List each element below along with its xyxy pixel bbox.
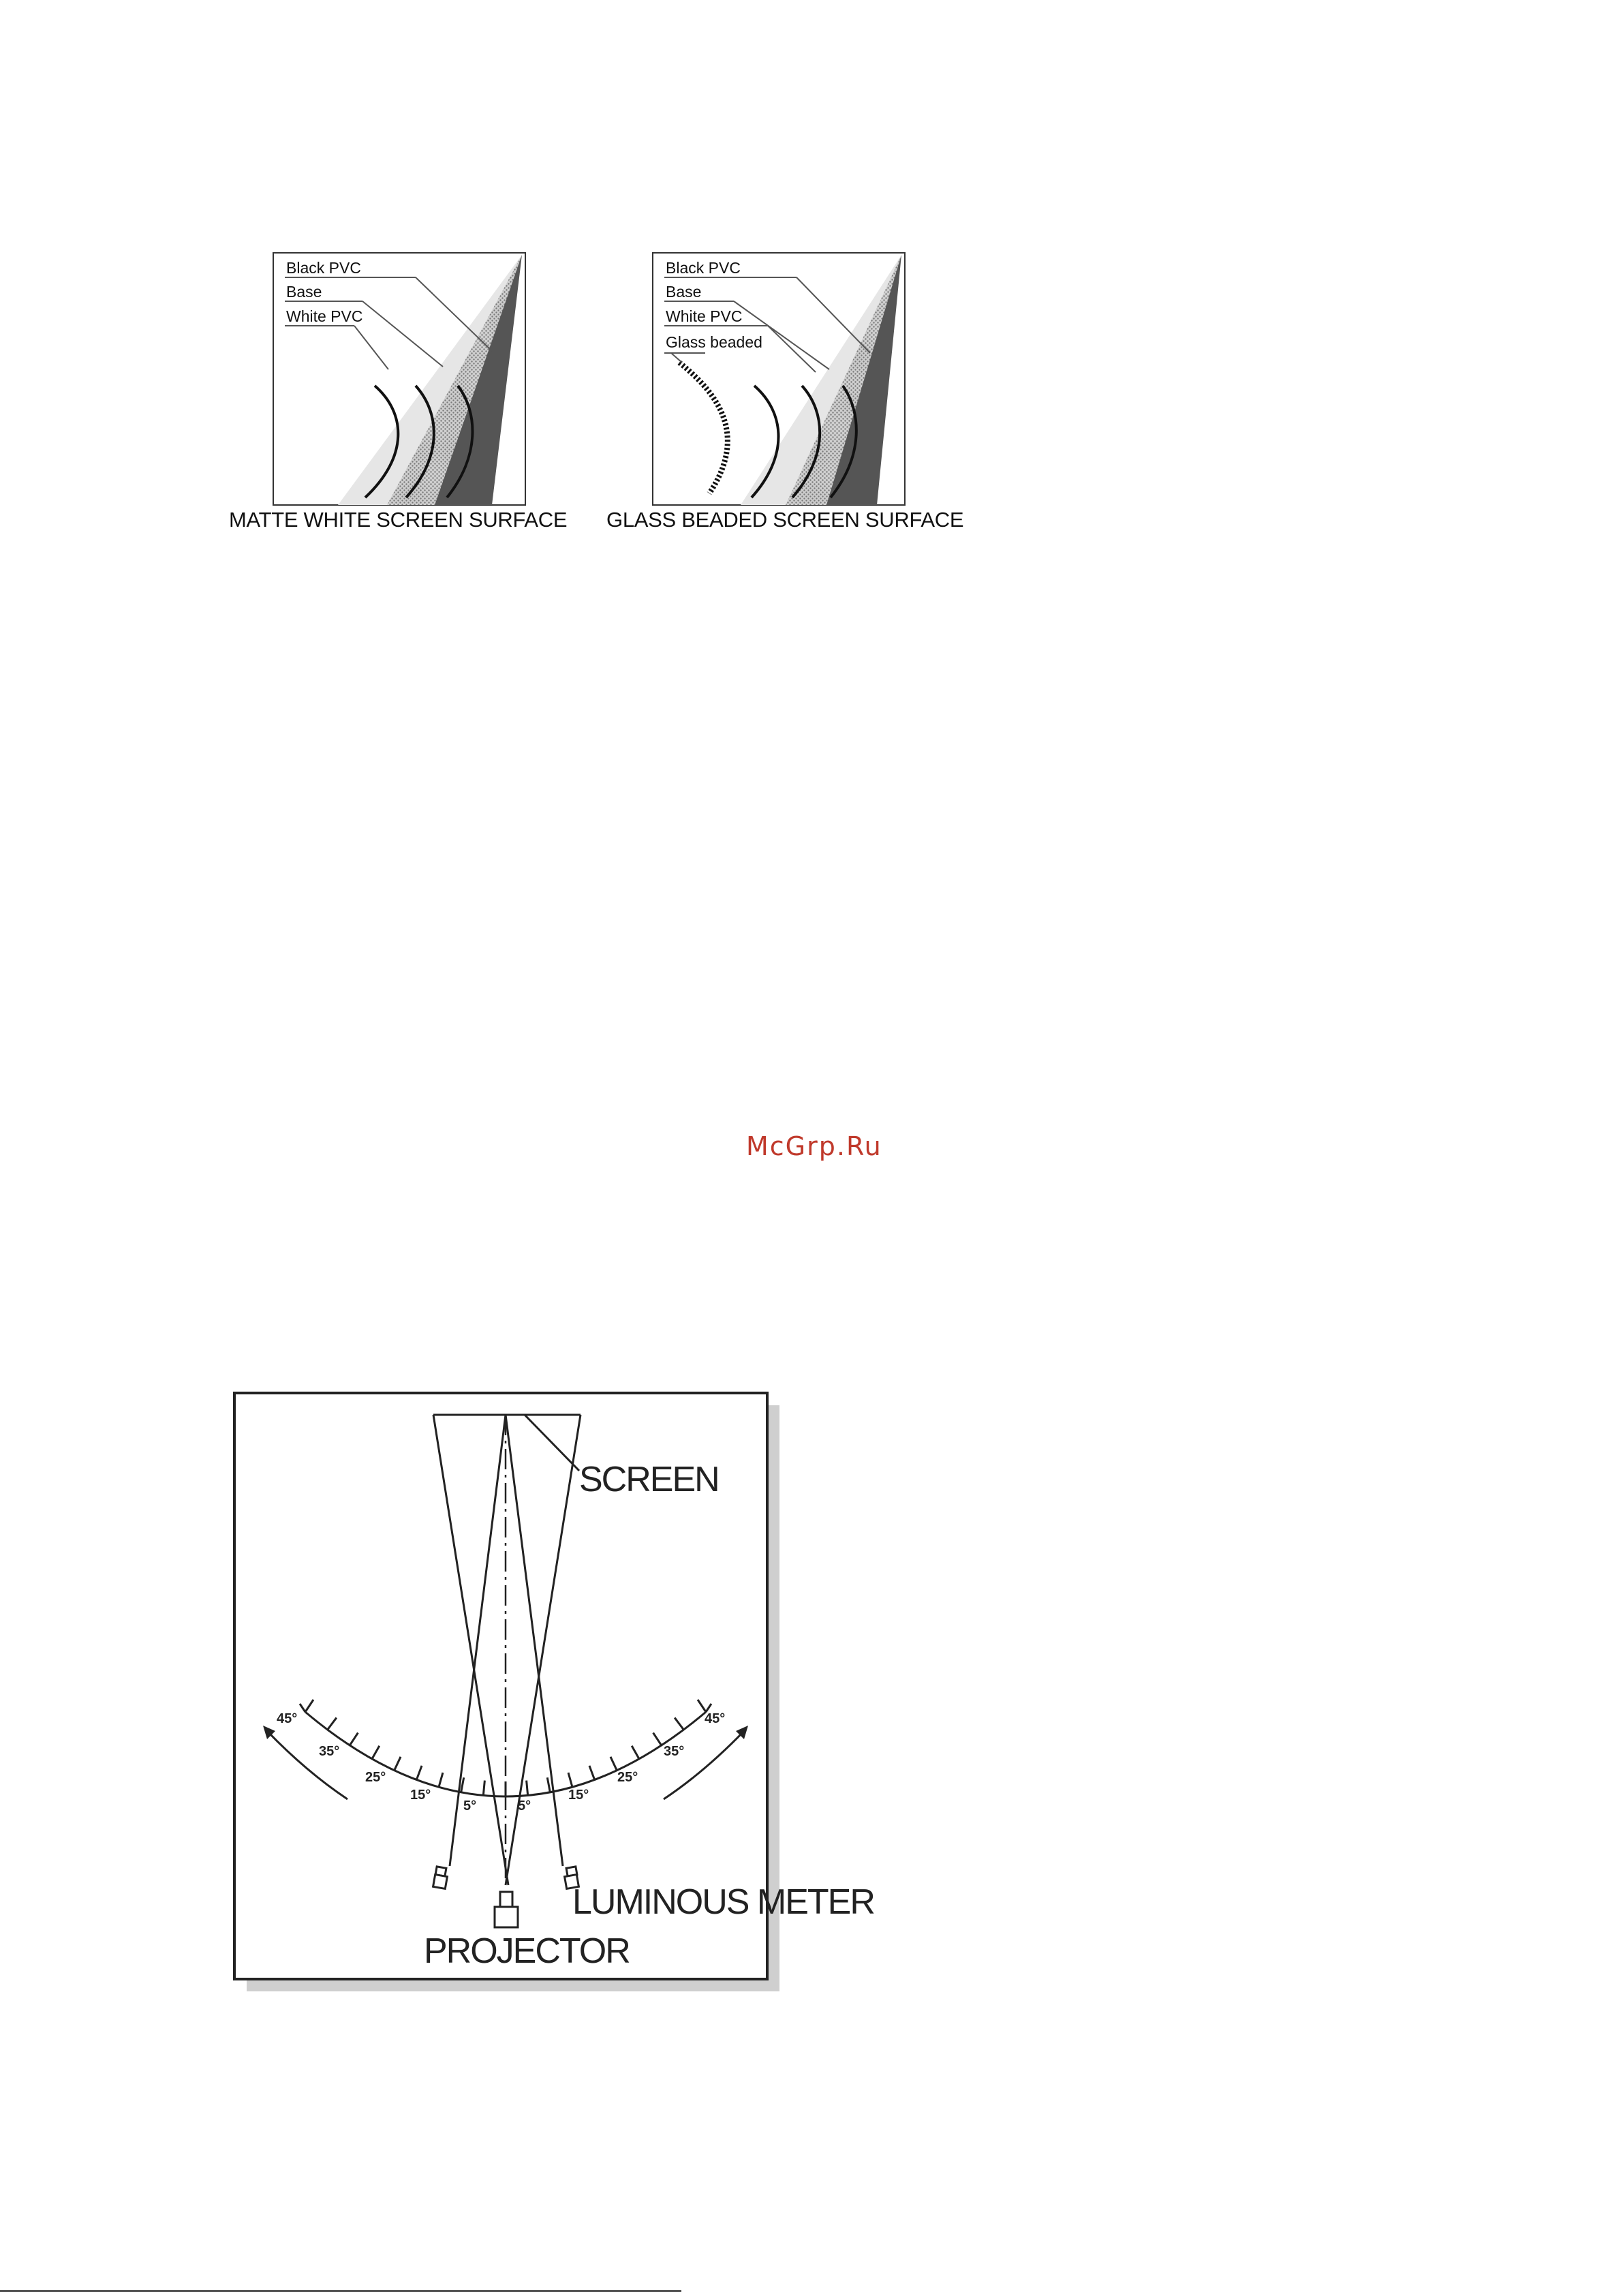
glass-label-base: Base — [666, 283, 702, 301]
angle-label-left-45: 45° — [277, 1711, 298, 1726]
watermark: McGrp.Ru — [746, 1131, 882, 1161]
glass-label-glass-beaded: Glass beaded — [666, 333, 762, 351]
matte-label-black-pvc: Black PVC — [286, 259, 361, 277]
arc-tick — [483, 1781, 484, 1796]
viewing-angle-diagram — [232, 1390, 913, 2004]
angle-label-right-25: 25° — [617, 1770, 638, 1785]
footer-rule — [0, 2290, 681, 2292]
glass-label-white-pvc: White PVC — [666, 307, 743, 325]
matte-label-white-pvc: White PVC — [286, 307, 363, 325]
angle-label-left-5: 5° — [463, 1798, 477, 1813]
arc-tick — [527, 1781, 528, 1796]
screen-label: SCREEN — [579, 1460, 719, 1499]
luminous-meter-label: LUMINOUS METER — [572, 1882, 874, 1922]
angle-label-left-15: 15° — [410, 1788, 431, 1803]
glass-caption: GLASS BEADED SCREEN SURFACE — [606, 508, 964, 532]
matte-caption: MATTE WHITE SCREEN SURFACE — [229, 508, 568, 532]
angle-label-left-25: 25° — [365, 1770, 386, 1785]
angle-label-right-5: 5° — [518, 1798, 531, 1813]
glass-label-black-pvc: Black PVC — [666, 259, 741, 277]
matte-surface-diagram — [273, 252, 526, 506]
angle-label-right-45: 45° — [705, 1711, 726, 1726]
glass-surface-diagram — [652, 252, 906, 506]
matte-label-base: Base — [286, 283, 322, 301]
angle-label-right-35: 35° — [664, 1744, 685, 1759]
angle-label-left-35: 35° — [319, 1744, 340, 1759]
projector-label: PROJECTOR — [424, 1931, 630, 1971]
angle-label-right-15: 15° — [568, 1788, 589, 1803]
